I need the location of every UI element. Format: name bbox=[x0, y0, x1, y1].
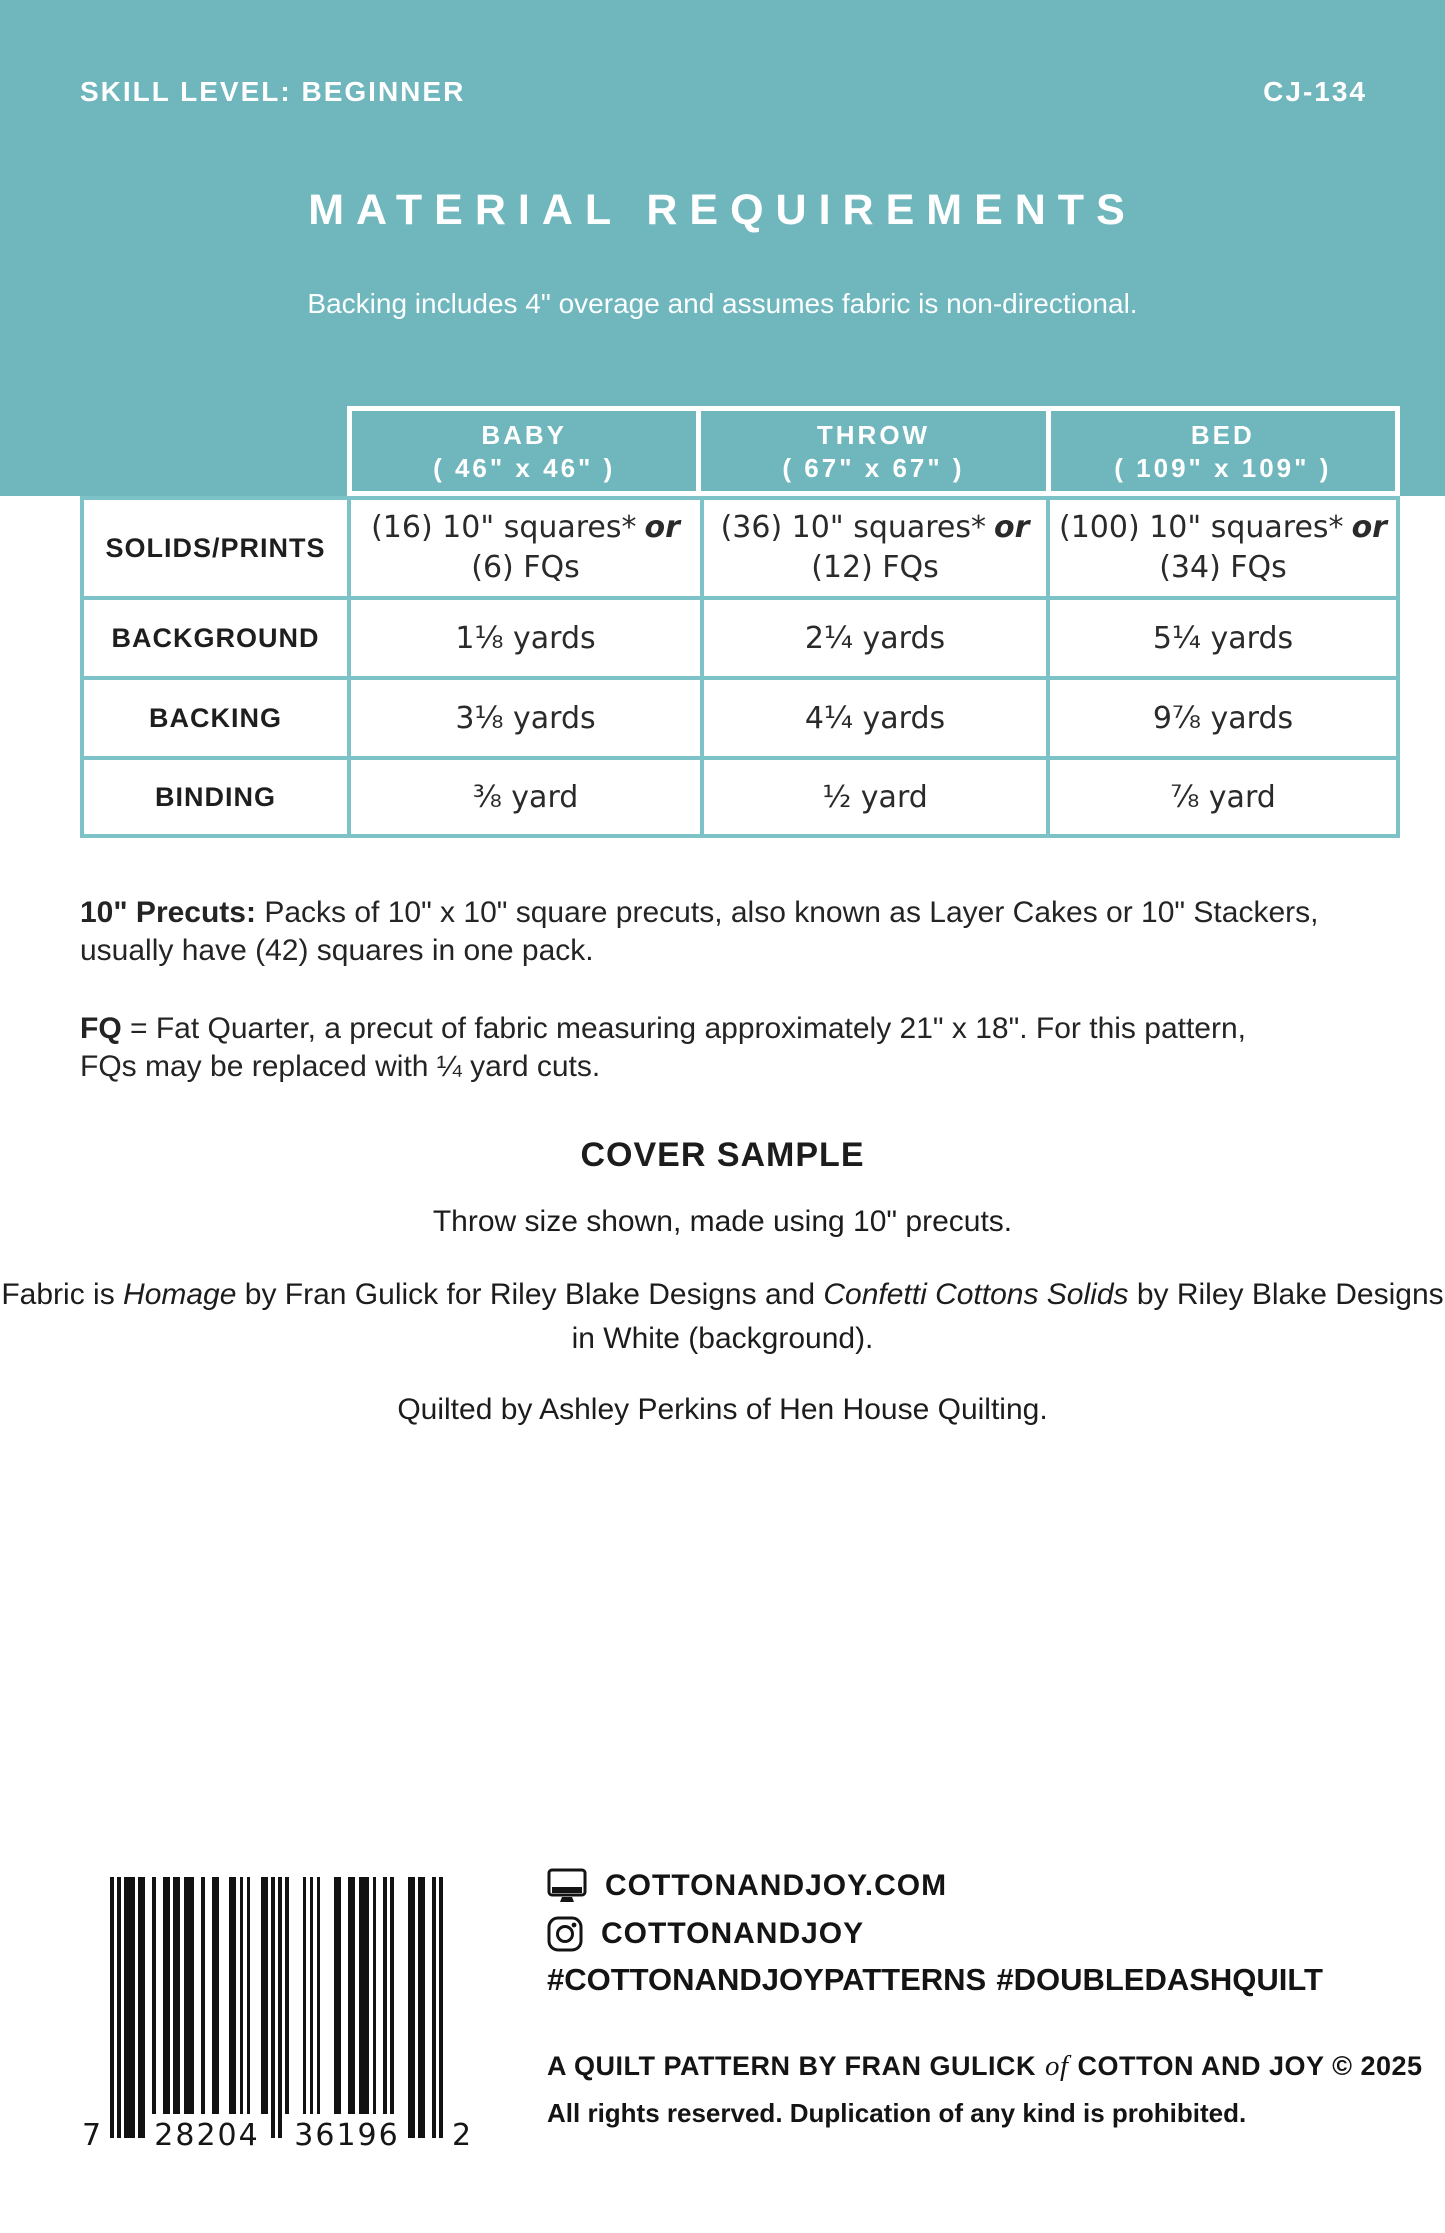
fabric-collection-name: Homage bbox=[123, 1278, 237, 1311]
instagram-icon bbox=[547, 1916, 583, 1952]
cell-background-bed: 5¼ yards bbox=[1050, 600, 1396, 676]
fabric-solids-name: Confetti Cottons Solids bbox=[823, 1278, 1129, 1311]
cell-background-baby: 1⅛ yards bbox=[351, 600, 700, 676]
row-label-solids-prints: SOLIDS/PRINTS bbox=[84, 500, 347, 596]
column-size: ( 109" x 109" ) bbox=[1114, 452, 1332, 483]
or-conjunction: or bbox=[644, 510, 680, 545]
row-label-backing: BACKING bbox=[84, 680, 347, 756]
or-conjunction: or bbox=[994, 510, 1030, 545]
hashtag-quilt: #DOUBLEDASHQUILT bbox=[996, 1962, 1323, 1997]
column-name: BED bbox=[1190, 419, 1255, 450]
instagram-handle: COTTONANDJOY bbox=[601, 1917, 865, 1950]
cover-size-note: Throw size shown, made using 10" precuts. bbox=[432, 1205, 1013, 1238]
row-label-background: BACKGROUND bbox=[84, 600, 347, 676]
cell-binding-baby: ⅜ yard bbox=[351, 760, 700, 834]
fq-note-lead: FQ bbox=[80, 1012, 122, 1045]
rights-reserved-line: All rights reserved. Duplication of any kind is prohibited. bbox=[547, 2098, 1247, 2128]
website-line bbox=[547, 1868, 947, 1904]
barcode-check-digit: 2 bbox=[452, 2118, 472, 2153]
cell-background-throw: 2¼ yards bbox=[704, 600, 1046, 676]
column-size: ( 46" x 46" ) bbox=[433, 452, 616, 483]
credit-of-word: of bbox=[1044, 2050, 1069, 2082]
hashtag-patterns: #COTTONANDJOYPATTERNS bbox=[547, 1962, 987, 1997]
row-label-binding: BINDING bbox=[84, 760, 347, 834]
fq-note bbox=[80, 1010, 1295, 1086]
pattern-credit-line: A QUILT PATTERN BY FRAN GULICK of COTTON AND JOY © 2025 bbox=[547, 2050, 1423, 2082]
skill-level-label: SKILL LEVEL: BEGINNER bbox=[80, 76, 466, 107]
cell-line: (16) 10" squares* or bbox=[371, 510, 680, 545]
cover-sample-section bbox=[0, 1136, 1445, 1427]
size-table-body bbox=[80, 496, 1400, 838]
cell-backing-throw: 4¼ yards bbox=[704, 680, 1046, 756]
or-conjunction: or bbox=[1351, 510, 1387, 545]
cell-solids-bed bbox=[1050, 500, 1396, 596]
hashtags-row bbox=[547, 1962, 1323, 1998]
barcode-left-digits: 28204 bbox=[154, 2118, 260, 2153]
cell-line: (36) 10" squares* or bbox=[720, 510, 1030, 545]
cell-binding-bed: ⅞ yard bbox=[1050, 760, 1396, 834]
cell-backing-baby: 3⅛ yards bbox=[351, 680, 700, 756]
upc-barcode-bars bbox=[110, 1877, 443, 2138]
precuts-note bbox=[80, 894, 1405, 970]
page-title: MATERIAL REQUIREMENTS bbox=[308, 186, 1137, 234]
cell-line: (12) FQs bbox=[811, 550, 939, 585]
column-header-bed bbox=[1051, 411, 1395, 491]
fabric-credit: Fabric is Homage by Fran Gulick for Riley Blake Designs and Confetti Cottons Solids by Riley Blake Designs in White (background). bbox=[1, 1278, 1444, 1355]
website-url: COTTONANDJOY.COM bbox=[605, 1869, 948, 1902]
barcode-right-digits: 36196 bbox=[294, 2118, 400, 2153]
instagram-line bbox=[547, 1916, 864, 1952]
barcode-system-digit: 7 bbox=[82, 2118, 102, 2153]
notes-section bbox=[80, 864, 1405, 1116]
size-table-column-headers bbox=[347, 406, 1400, 496]
cell-line: (34) FQs bbox=[1159, 550, 1287, 585]
column-name: THROW bbox=[816, 419, 931, 450]
cell-binding-throw: ½ yard bbox=[704, 760, 1046, 834]
column-size: ( 67" x 67" ) bbox=[782, 452, 965, 483]
cell-line: (100) 10" squares* or bbox=[1059, 510, 1387, 545]
monitor-icon bbox=[547, 1868, 587, 1904]
precuts-note-lead: 10" Precuts: bbox=[80, 896, 256, 929]
cell-solids-baby bbox=[351, 500, 700, 596]
cell-line: (6) FQs bbox=[471, 550, 580, 585]
pattern-number: CJ-134 bbox=[1263, 76, 1367, 107]
cell-solids-throw bbox=[704, 500, 1046, 596]
cell-backing-bed: 9⅞ yards bbox=[1050, 680, 1396, 756]
column-header-throw bbox=[701, 411, 1045, 491]
cover-sample-heading: COVER SAMPLE bbox=[580, 1136, 865, 1174]
quilter-credit: Quilted by Ashley Perkins of Hen House Quilting. bbox=[397, 1393, 1048, 1426]
precuts-note-body: Packs of 10" x 10" square precuts, also known as Layer Cakes or 10" Stackers, usually have (42) squares in one pack. bbox=[80, 896, 1319, 967]
column-name: BABY bbox=[481, 419, 567, 450]
fq-note-body: = Fat Quarter, a precut of fabric measuring approximately 21" x 18". For this pattern, FQs may be replaced with ¼ yard cuts. bbox=[80, 1012, 1246, 1083]
backing-overage-note: Backing includes 4" overage and assumes fabric is non-directional. bbox=[307, 288, 1138, 319]
column-header-baby bbox=[352, 411, 696, 491]
